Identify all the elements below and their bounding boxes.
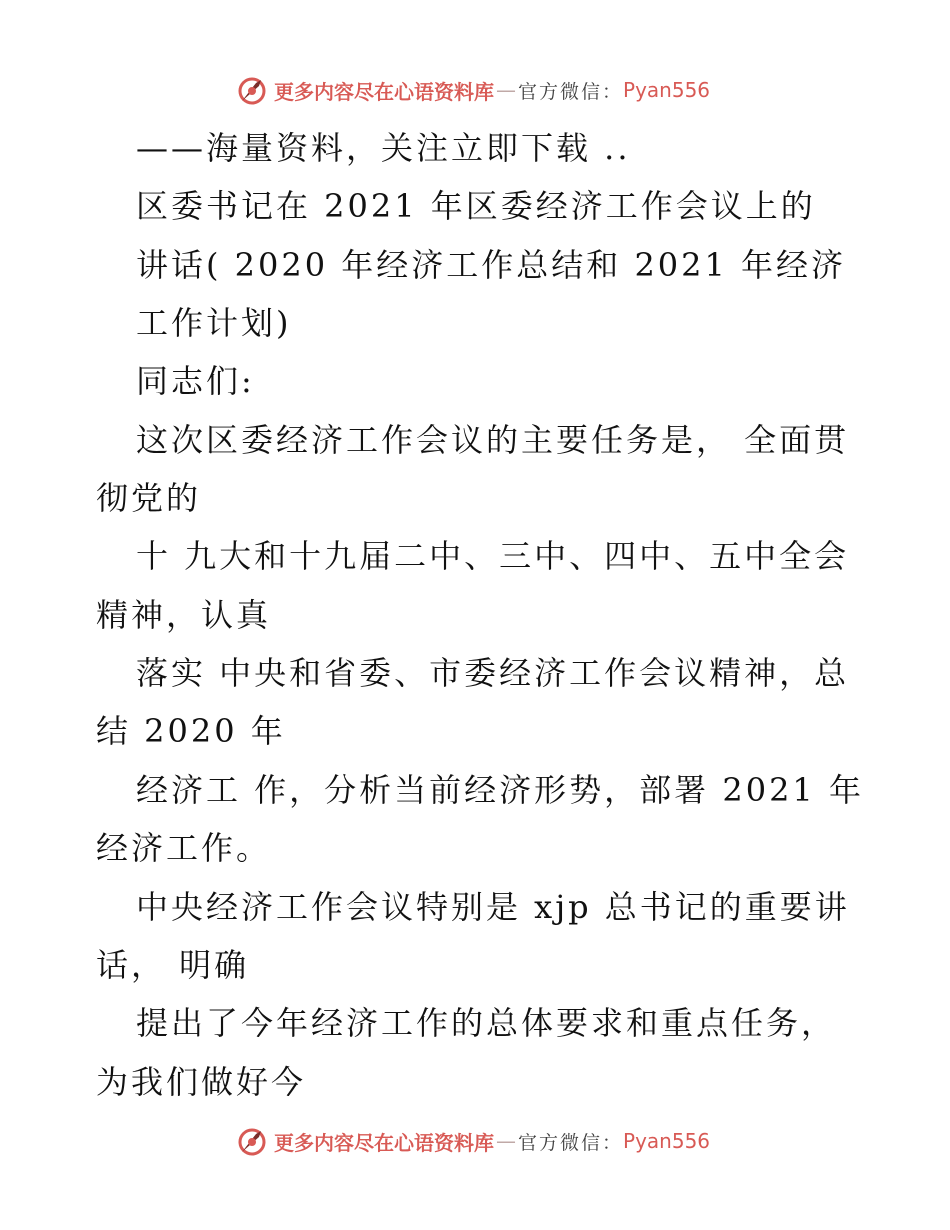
banner-site-name: 更多内容尽在心语资料库 xyxy=(274,1130,494,1155)
document-title-line-2: 讲话( 2020 年经济工作总结和 2021 年经济 xyxy=(136,246,847,284)
paragraph-line: 经济工作。 xyxy=(96,829,272,867)
document-title-line-3: 工作计划) xyxy=(136,304,292,342)
banner-wechat-id: Pyan556 xyxy=(623,1129,711,1153)
footer-watermark-banner xyxy=(236,1124,710,1158)
banner-wechat-id: Pyan556 xyxy=(623,78,711,102)
banner-dash: — xyxy=(496,1129,516,1153)
paragraph-line: 彻党的 xyxy=(96,479,202,517)
paragraph-line: 精神，认真 xyxy=(96,596,272,634)
paragraph-line: 话， 明确 xyxy=(96,946,250,984)
text-line: ——海量资料，关注立即下载 .. xyxy=(136,129,631,167)
salutation: 同志们: xyxy=(136,362,255,400)
paragraph-line: 中央经济工作会议特别是 xjp 总书记的重要讲 xyxy=(136,888,850,926)
banner-site-name: 更多内容尽在心语资料库 xyxy=(274,79,494,104)
banner-wechat-label: 官方微信： xyxy=(518,1131,624,1154)
banner-dash: — xyxy=(496,78,516,102)
pen-logo-icon xyxy=(236,74,268,106)
paragraph-line: 经济工 作，分析当前经济形势，部署 2021 年 xyxy=(136,771,864,809)
paragraph-line: 十 九大和十九届二中、三中、四中、五中全会 xyxy=(136,537,850,575)
paragraph-line: 结 2020 年 xyxy=(96,712,286,750)
pen-logo-icon xyxy=(236,1125,268,1157)
paragraph-line: 为我们做好今 xyxy=(96,1063,307,1101)
banner-wechat-label: 官方微信： xyxy=(518,80,624,103)
header-watermark-banner xyxy=(236,73,710,107)
paragraph-line: 提出了今年经济工作的总体要求和重点任务， xyxy=(136,1004,837,1042)
paragraph-line: 这次区委经济工作会议的主要任务是， 全面贯 xyxy=(136,421,850,459)
document-title-line-1: 区委书记在 2021 年区委经济工作会议上的 xyxy=(136,187,816,225)
paragraph-line: 落实 中央和省委、市委经济工作会议精神，总 xyxy=(136,654,850,692)
